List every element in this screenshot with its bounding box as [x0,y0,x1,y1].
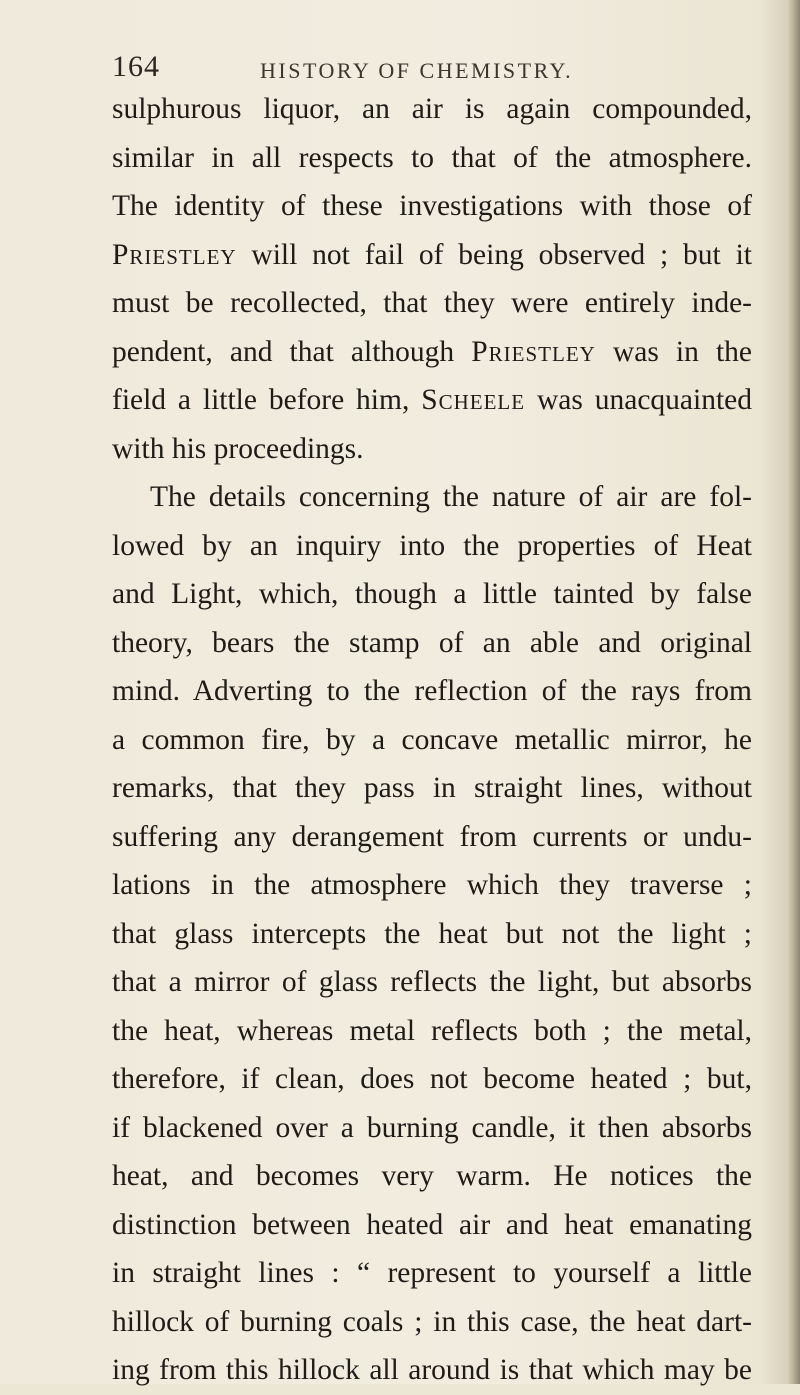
name-priestley: Priestley [112,238,237,271]
text-line: and Light, which, though a little tainted by false [112,578,752,610]
name-scheele: Scheele [421,384,526,416]
name-priestley: Priestley [471,335,596,368]
text-line: sulphurous liquor, an air is again compounded, [112,93,752,125]
text-line [112,231,752,280]
text-line: therefore, if clean, does not become heated ; but, [112,1063,752,1095]
text-line: hillock of burning coals ; in this case, the heat dart- [112,1305,752,1338]
line-text: was unacquainted [525,384,752,416]
text-line: if blackened over a burning candle, it then absorbs [112,1111,752,1144]
text-line: remarks, that they pass in straight lines, without [112,772,752,804]
text-line: ing from this hillock all around is that which may be [112,1354,752,1386]
body-text [112,85,752,1395]
text-line: lowed by an inquiry into the properties of Heat [112,529,752,562]
text-line: similar in all respects to that of the atmosphere. [112,141,752,174]
page-number: 164 [112,50,160,83]
page-edge [786,0,800,1384]
text-line: with his proceedings. [112,432,364,465]
text-line: The identity of these investigations with those of [112,190,752,222]
text-line: a common fire, by a concave metallic mirror, he [112,723,752,756]
line-text: field a little before him, [112,384,422,416]
text-line: theory, bears the stamp of an able and original [112,626,752,659]
text-line: distinction between heated air and heat emanating [112,1208,752,1241]
line-text: will not fail of being observed ; but it [236,238,752,271]
paragraph-start: The details concerning the nature of air are fol- [150,481,752,513]
running-head [112,48,712,88]
text-line: that a mirror of glass reflects the light, but absorbs [112,966,752,998]
text-line: in straight lines : “ represent to yourself a little [112,1257,752,1289]
text-line: that glass intercepts the heat but not the light ; [112,917,752,950]
text-line: must be recollected, that they were entirely inde- [112,287,752,319]
text-line: lations in the atmosphere which they traverse ; [112,869,752,901]
text-line: the heat, whereas metal reflects both ; the metal, [112,1014,752,1047]
line-text: was in the [595,335,752,368]
text-line [112,376,752,425]
line-text: pendent, and that although [112,335,472,368]
text-line: mind. Adverting to the reflection of the rays from [112,675,752,707]
running-title: HISTORY OF CHEMISTRY. [260,58,574,83]
text-line [112,328,752,377]
text-line: suffering any derangement from currents or undu- [112,820,752,853]
text-line: heat, and becomes very warm. He notices the [112,1160,752,1192]
